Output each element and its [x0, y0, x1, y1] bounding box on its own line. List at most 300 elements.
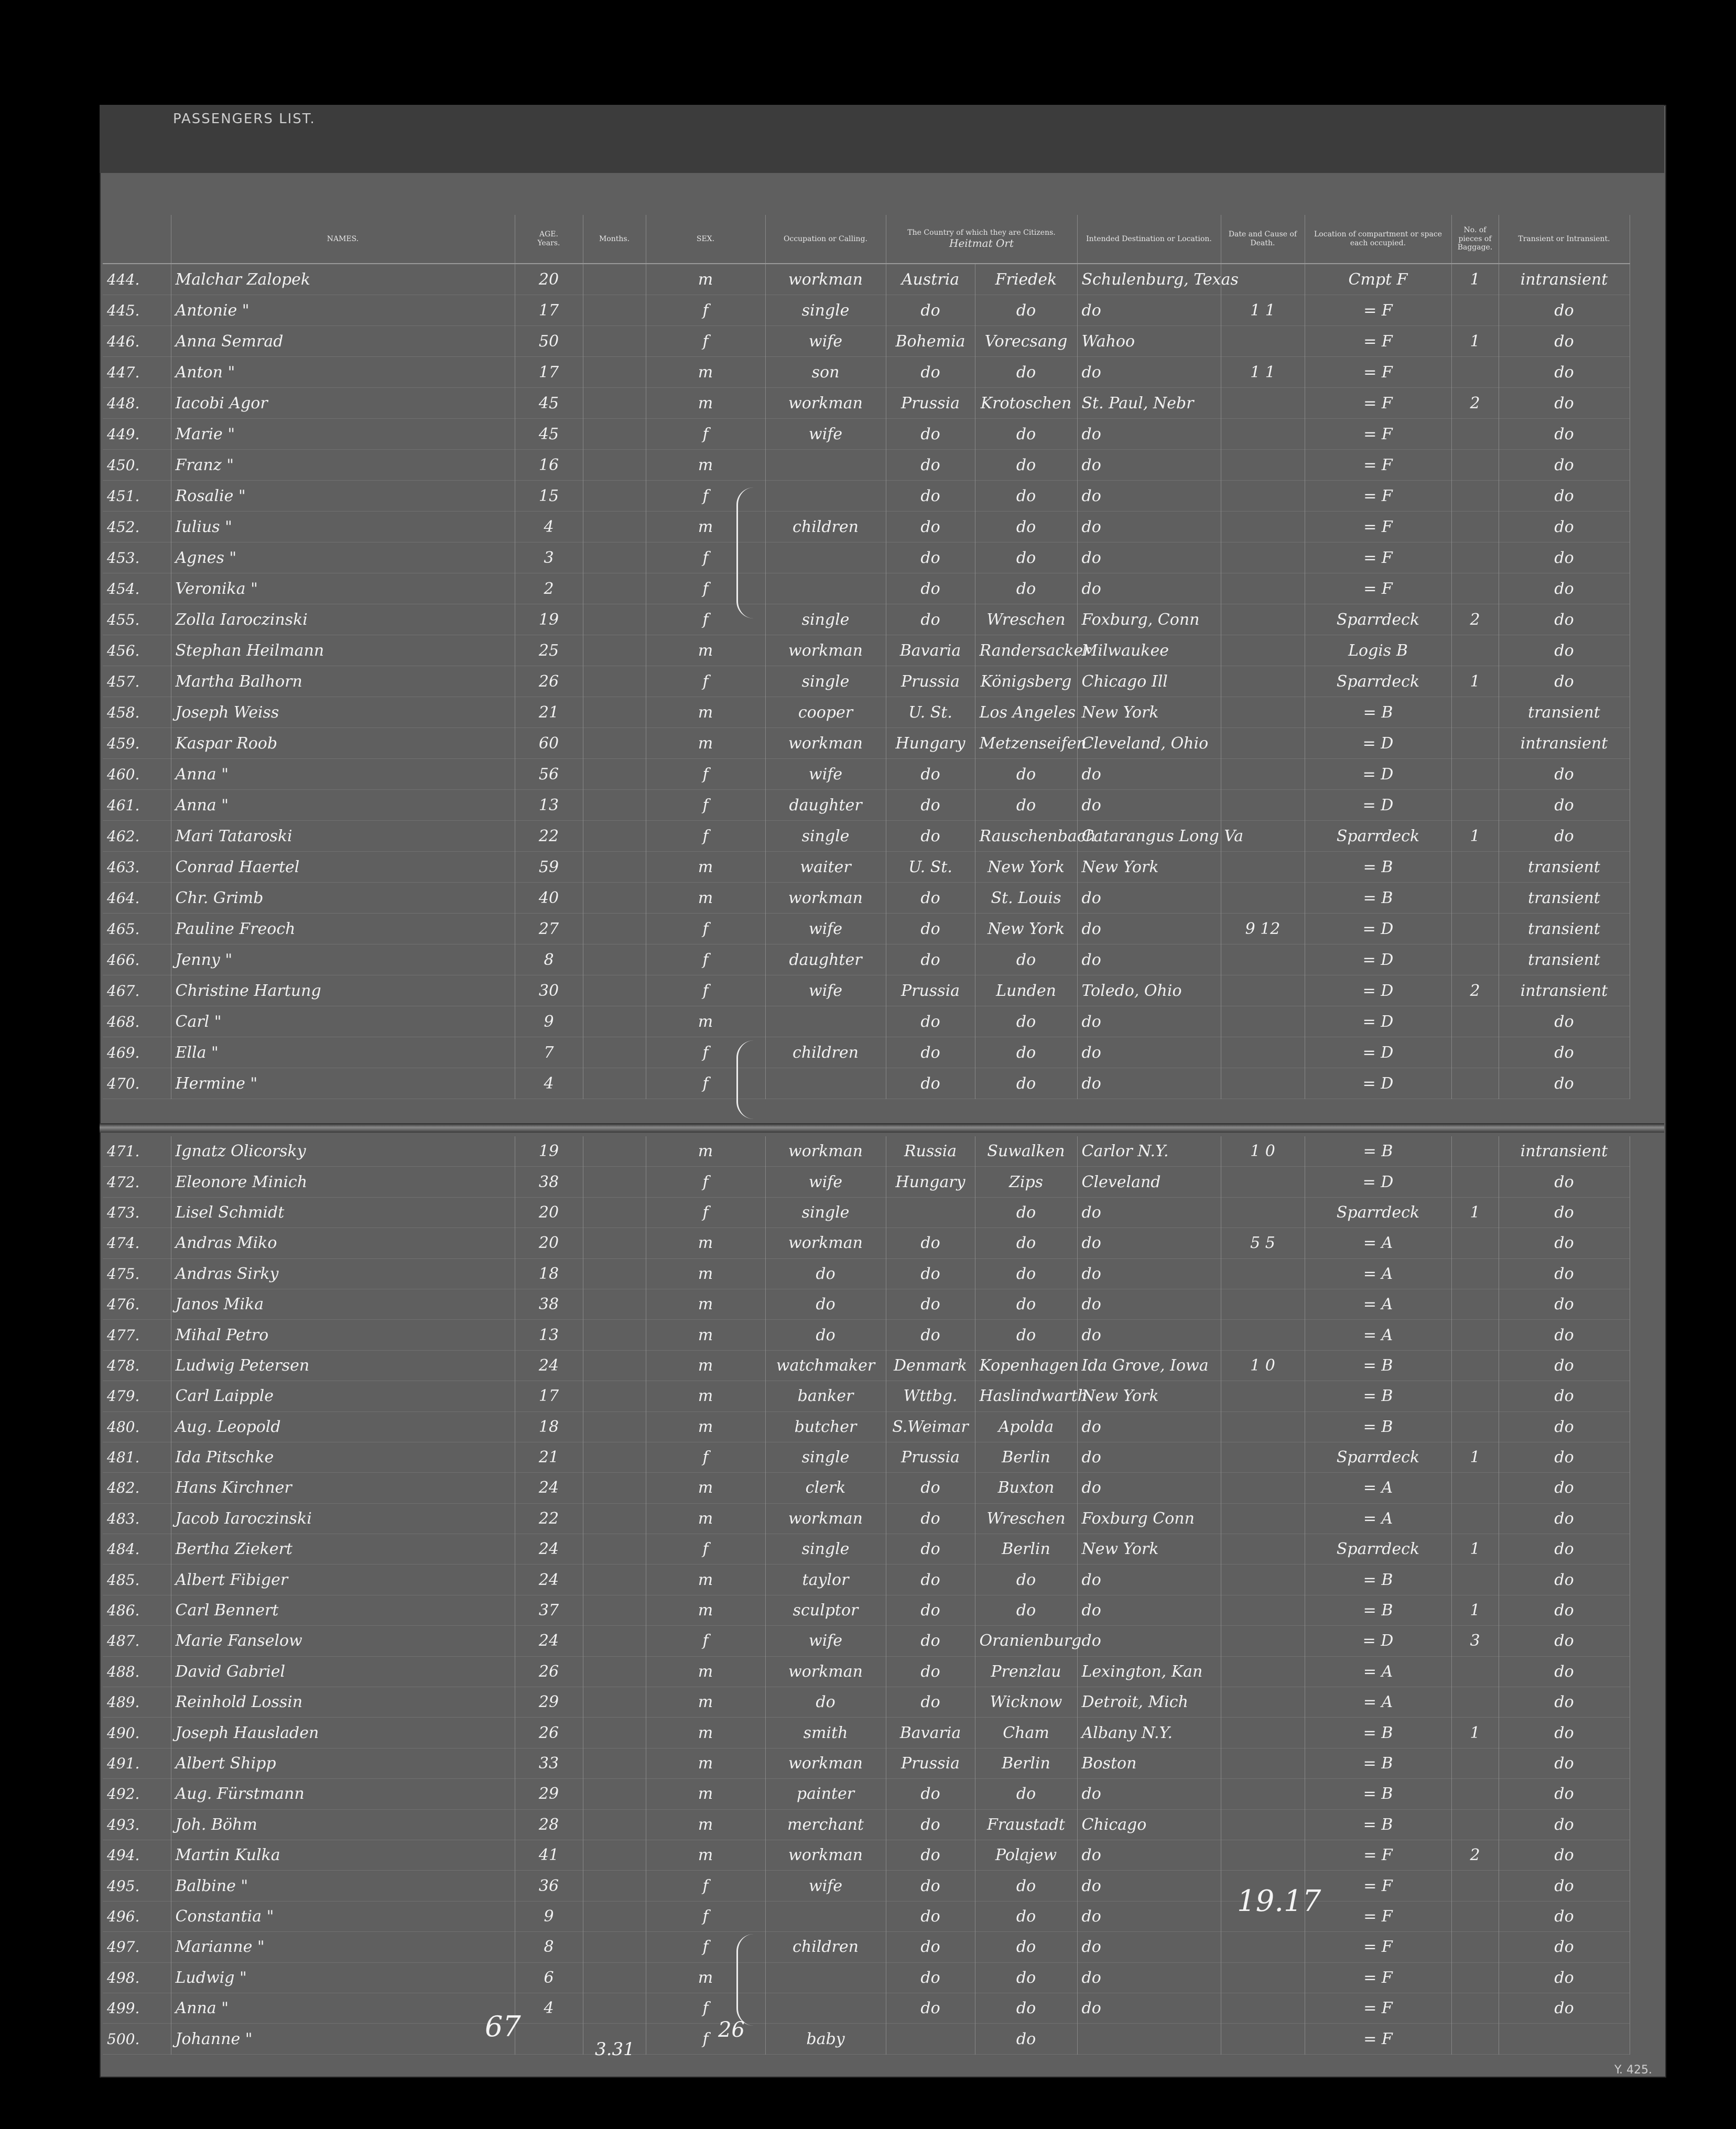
baggage-count	[1451, 883, 1499, 914]
baggage-count	[1451, 542, 1499, 573]
col-age: AGE.	[539, 230, 558, 239]
age-years: 50	[515, 326, 583, 357]
occupation: banker	[765, 1381, 886, 1411]
table-row	[103, 1626, 1630, 1656]
sex: m	[646, 1228, 765, 1258]
baggage-count: 1	[1451, 666, 1499, 697]
age-years: 7	[515, 1037, 583, 1068]
compartment: = A	[1305, 1656, 1451, 1687]
country: do	[886, 1037, 975, 1068]
age-months	[583, 481, 646, 512]
destination: do	[1077, 1037, 1221, 1068]
country: Prussia	[886, 666, 975, 697]
death-note	[1221, 883, 1305, 914]
table-row	[103, 914, 1630, 944]
age-years: 4	[515, 512, 583, 542]
age-years: 29	[515, 1779, 583, 1809]
compartment: = F	[1305, 326, 1451, 357]
occupation: single	[765, 295, 886, 326]
destination: do	[1077, 759, 1221, 790]
table-row	[103, 2024, 1630, 2054]
age-months	[583, 419, 646, 450]
occupation: wife	[765, 914, 886, 944]
compartment: = A	[1305, 1258, 1451, 1289]
occupation: wife	[765, 326, 886, 357]
sex: m	[646, 1350, 765, 1381]
sex: f	[646, 604, 765, 635]
sex: m	[646, 1962, 765, 1993]
baggage-count	[1451, 1350, 1499, 1381]
compartment: = B	[1305, 1748, 1451, 1778]
age-months	[583, 975, 646, 1006]
death-note	[1221, 666, 1305, 697]
baggage-count	[1451, 1037, 1499, 1068]
compartment: = A	[1305, 1473, 1451, 1503]
occupation	[765, 1901, 886, 1931]
destination: Foxburg Conn	[1077, 1503, 1221, 1534]
age-months	[583, 450, 646, 481]
destination: Chicago	[1077, 1809, 1221, 1840]
table-row	[103, 975, 1630, 1006]
row-number: 476.	[103, 1289, 171, 1319]
compartment: = D	[1305, 975, 1451, 1006]
occupation: single	[765, 821, 886, 852]
occupation: merchant	[765, 1809, 886, 1840]
occupation: son	[765, 357, 886, 388]
age-years: 2	[515, 573, 583, 604]
death-note: 1 1	[1221, 357, 1305, 388]
baggage-count	[1451, 914, 1499, 944]
age-years: 15	[515, 481, 583, 512]
occupation: daughter	[765, 790, 886, 821]
transient-status: do	[1499, 1718, 1630, 1748]
table-row	[103, 1656, 1630, 1687]
baggage-count	[1451, 1320, 1499, 1350]
death-note	[1221, 1687, 1305, 1718]
sex: f	[646, 1037, 765, 1068]
birthplace: do	[975, 357, 1077, 388]
transient-status: do	[1499, 419, 1630, 450]
destination: do	[1077, 512, 1221, 542]
transient-status: do	[1499, 1656, 1630, 1687]
occupation: clerk	[765, 1473, 886, 1503]
birthplace: Apolda	[975, 1411, 1077, 1442]
passenger-name: Hermine "	[171, 1068, 515, 1099]
transient-status: do	[1499, 1901, 1630, 1931]
table-row	[103, 1779, 1630, 1809]
ledger-table-bottom	[103, 1136, 1630, 2055]
age-years: 36	[515, 1871, 583, 1901]
occupation: single	[765, 604, 886, 635]
table-row	[103, 512, 1630, 542]
compartment: = F	[1305, 512, 1451, 542]
table-row	[103, 1289, 1630, 1319]
row-number: 475.	[103, 1258, 171, 1289]
occupation: single	[765, 1197, 886, 1228]
age-months	[583, 1167, 646, 1197]
destination: do	[1077, 1320, 1221, 1350]
death-note: 5 5	[1221, 1228, 1305, 1258]
occupation: workman	[765, 728, 886, 759]
age-years: 18	[515, 1411, 583, 1442]
table-row	[103, 1320, 1630, 1350]
compartment: = B	[1305, 1595, 1451, 1625]
row-number: 447.	[103, 357, 171, 388]
destination: do	[1077, 573, 1221, 604]
destination: do	[1077, 790, 1221, 821]
baggage-count: 1	[1451, 264, 1499, 295]
transient-status: do	[1499, 635, 1630, 666]
col-age-months: Months.	[583, 215, 646, 264]
table-row	[103, 759, 1630, 790]
row-number: 477.	[103, 1320, 171, 1350]
sex: m	[646, 1809, 765, 1840]
age-months	[583, 1871, 646, 1901]
age-years: 26	[515, 666, 583, 697]
baggage-count	[1451, 944, 1499, 975]
destination: do	[1077, 1901, 1221, 1931]
table-row	[103, 1748, 1630, 1778]
destination: do	[1077, 1258, 1221, 1289]
passenger-name: Andras Miko	[171, 1228, 515, 1258]
table-row	[103, 1565, 1630, 1595]
destination: do	[1077, 1228, 1221, 1258]
sex: f	[646, 481, 765, 512]
occupation	[765, 450, 886, 481]
country: Prussia	[886, 1748, 975, 1778]
age-years: 60	[515, 728, 583, 759]
occupation	[765, 481, 886, 512]
country: do	[886, 357, 975, 388]
row-number: 479.	[103, 1381, 171, 1411]
col-years: Years.	[537, 239, 560, 247]
country: do	[886, 1993, 975, 2023]
sex: f	[646, 666, 765, 697]
baggage-count	[1451, 1565, 1499, 1595]
country: do	[886, 1626, 975, 1656]
age-months	[583, 914, 646, 944]
sex: f	[646, 2024, 765, 2054]
compartment: Sparrdeck	[1305, 666, 1451, 697]
occupation: do	[765, 1687, 886, 1718]
destination: Cleveland	[1077, 1167, 1221, 1197]
age-months	[583, 1037, 646, 1068]
death-note	[1221, 1006, 1305, 1037]
occupation: workman	[765, 1228, 886, 1258]
table-row	[103, 821, 1630, 852]
transient-status: do	[1499, 1167, 1630, 1197]
country: do	[886, 883, 975, 914]
age-months	[583, 944, 646, 975]
transient-status: transient	[1499, 852, 1630, 883]
sex: f	[646, 944, 765, 975]
passenger-name: Reinhold Lossin	[171, 1687, 515, 1718]
age-months	[583, 1809, 646, 1840]
passenger-name: Bertha Ziekert	[171, 1534, 515, 1565]
country: U. St.	[886, 697, 975, 728]
destination: Carlor N.Y.	[1077, 1136, 1221, 1167]
death-note	[1221, 1748, 1305, 1778]
compartment: = B	[1305, 1565, 1451, 1595]
table-row	[103, 1932, 1630, 1962]
sex: f	[646, 1993, 765, 2023]
sex: f	[646, 542, 765, 573]
age-years: 20	[515, 1197, 583, 1228]
sex: m	[646, 697, 765, 728]
country: S.Weimar	[886, 1411, 975, 1442]
passenger-name: Eleonore Minich	[171, 1167, 515, 1197]
sex: m	[646, 512, 765, 542]
baggage-count	[1451, 419, 1499, 450]
age-months	[583, 388, 646, 419]
destination: do	[1077, 1840, 1221, 1870]
occupation: baby	[765, 2024, 886, 2054]
passenger-name: Albert Shipp	[171, 1748, 515, 1778]
age-years: 9	[515, 1901, 583, 1931]
sex: m	[646, 357, 765, 388]
passenger-name: Marie "	[171, 419, 515, 450]
destination: Schulenburg, Texas	[1077, 264, 1221, 295]
death-note: 1 0	[1221, 1136, 1305, 1167]
birthplace: Prenzlau	[975, 1656, 1077, 1687]
country: Hungary	[886, 728, 975, 759]
birthplace: Suwalken	[975, 1136, 1077, 1167]
age-years: 38	[515, 1289, 583, 1319]
country: do	[886, 604, 975, 635]
age-months	[583, 790, 646, 821]
sex: f	[646, 1442, 765, 1472]
row-number: 491.	[103, 1748, 171, 1778]
compartment: = B	[1305, 1809, 1451, 1840]
destination: Wahoo	[1077, 326, 1221, 357]
birthplace: Haslindwarth	[975, 1381, 1077, 1411]
death-note	[1221, 1197, 1305, 1228]
country: Prussia	[886, 388, 975, 419]
transient-status: do	[1499, 1871, 1630, 1901]
row-number: 448.	[103, 388, 171, 419]
birthplace: do	[975, 1289, 1077, 1319]
birthplace: Königsberg	[975, 666, 1077, 697]
death-note	[1221, 1595, 1305, 1625]
birthplace: do	[975, 2024, 1077, 2054]
birthplace: Randersacker	[975, 635, 1077, 666]
table-row	[103, 1350, 1630, 1381]
passenger-name: Antonie "	[171, 295, 515, 326]
baggage-count: 1	[1451, 1197, 1499, 1228]
row-number: 458.	[103, 697, 171, 728]
baggage-count	[1451, 1167, 1499, 1197]
col-age-years	[515, 215, 583, 264]
age-years: 13	[515, 1320, 583, 1350]
transient-status: intransient	[1499, 1136, 1630, 1167]
sex: f	[646, 1068, 765, 1099]
compartment: = B	[1305, 1136, 1451, 1167]
age-years: 28	[515, 1809, 583, 1840]
age-years: 41	[515, 1840, 583, 1870]
row-number: 470.	[103, 1068, 171, 1099]
destination: do	[1077, 1473, 1221, 1503]
baggage-count	[1451, 790, 1499, 821]
age-months	[583, 1197, 646, 1228]
country: do	[886, 1809, 975, 1840]
occupation: wife	[765, 419, 886, 450]
passenger-name: Ignatz Olicorsky	[171, 1136, 515, 1167]
age-years: 9	[515, 1006, 583, 1037]
table-row	[103, 264, 1630, 295]
compartment: = F	[1305, 1993, 1451, 2023]
occupation: wife	[765, 759, 886, 790]
destination: do	[1077, 295, 1221, 326]
transient-status: do	[1499, 1411, 1630, 1442]
compartment: = F	[1305, 573, 1451, 604]
transient-status: do	[1499, 1258, 1630, 1289]
transient-status: do	[1499, 1381, 1630, 1411]
age-years	[515, 2024, 583, 2054]
destination: do	[1077, 944, 1221, 975]
table-row	[103, 1167, 1630, 1197]
sex: m	[646, 728, 765, 759]
row-number: 500.	[103, 2024, 171, 2054]
sex: m	[646, 1840, 765, 1870]
passenger-name: Zolla Iaroczinski	[171, 604, 515, 635]
transient-status: do	[1499, 1228, 1630, 1258]
passenger-name: Marie Fanselow	[171, 1626, 515, 1656]
age-months	[583, 326, 646, 357]
destination: St. Paul, Nebr	[1077, 388, 1221, 419]
compartment: = A	[1305, 1687, 1451, 1718]
occupation: do	[765, 1258, 886, 1289]
age-years: 26	[515, 1656, 583, 1687]
passenger-name: Anna "	[171, 759, 515, 790]
baggage-count: 1	[1451, 1595, 1499, 1625]
death-note	[1221, 1258, 1305, 1289]
compartment: Sparrdeck	[1305, 1442, 1451, 1472]
annotation-death-note: 19.17	[1237, 1884, 1321, 1918]
transient-status: intransient	[1499, 728, 1630, 759]
sex: f	[646, 326, 765, 357]
birthplace: do	[975, 481, 1077, 512]
birthplace: do	[975, 542, 1077, 573]
age-months	[583, 1381, 646, 1411]
compartment: = F	[1305, 1962, 1451, 1993]
baggage-count: 1	[1451, 1442, 1499, 1472]
baggage-count	[1451, 852, 1499, 883]
col-country	[886, 215, 1077, 264]
transient-status: do	[1499, 1006, 1630, 1037]
sex: f	[646, 1197, 765, 1228]
baggage-count: 1	[1451, 326, 1499, 357]
table-row	[103, 1534, 1630, 1565]
occupation: single	[765, 1442, 886, 1472]
age-years: 3	[515, 542, 583, 573]
birthplace: do	[975, 944, 1077, 975]
birthplace: do	[975, 1228, 1077, 1258]
baggage-count	[1451, 1136, 1499, 1167]
age-months	[583, 1006, 646, 1037]
age-years: 22	[515, 1503, 583, 1534]
passenger-name: Anna "	[171, 1993, 515, 2023]
occupation	[765, 1068, 886, 1099]
compartment: = F	[1305, 295, 1451, 326]
passenger-name: Anna "	[171, 790, 515, 821]
col-number	[103, 215, 171, 264]
row-number: 452.	[103, 512, 171, 542]
passenger-name: Johanne "	[171, 2024, 515, 2054]
death-note	[1221, 2024, 1305, 2054]
occupation: workman	[765, 1840, 886, 1870]
country: do	[886, 1779, 975, 1809]
transient-status: transient	[1499, 883, 1630, 914]
age-years: 24	[515, 1473, 583, 1503]
compartment: = F	[1305, 542, 1451, 573]
passenger-name: Janos Mika	[171, 1289, 515, 1319]
birthplace: Krotoschen	[975, 388, 1077, 419]
row-number: 445.	[103, 295, 171, 326]
children-brace-bottom	[736, 1934, 754, 2026]
age-years: 25	[515, 635, 583, 666]
death-note	[1221, 1565, 1305, 1595]
destination: do	[1077, 419, 1221, 450]
passenger-name: Marianne "	[171, 1932, 515, 1962]
death-note	[1221, 1656, 1305, 1687]
destination: Boston	[1077, 1748, 1221, 1778]
table-row	[103, 295, 1630, 326]
age-years: 13	[515, 790, 583, 821]
passenger-name: Agnes "	[171, 542, 515, 573]
birthplace: Wreschen	[975, 604, 1077, 635]
baggage-count	[1451, 1503, 1499, 1534]
passenger-name: Lisel Schmidt	[171, 1197, 515, 1228]
col-baggage: No. of pieces of Baggage.	[1451, 215, 1499, 264]
sex: m	[646, 1381, 765, 1411]
country: do	[886, 573, 975, 604]
transient-status: do	[1499, 388, 1630, 419]
table-row	[103, 357, 1630, 388]
table-row	[103, 852, 1630, 883]
compartment: = F	[1305, 1901, 1451, 1931]
form-number: Y. 425.	[1614, 2063, 1652, 2077]
compartment: = F	[1305, 450, 1451, 481]
baggage-count	[1451, 573, 1499, 604]
compartment: = D	[1305, 1006, 1451, 1037]
compartment: = D	[1305, 1068, 1451, 1099]
transient-status: do	[1499, 1350, 1630, 1381]
transient-status: do	[1499, 1779, 1630, 1809]
compartment: = F	[1305, 357, 1451, 388]
age-months	[583, 1258, 646, 1289]
age-years: 4	[515, 1993, 583, 2023]
sex: m	[646, 1565, 765, 1595]
birthplace: St. Louis	[975, 883, 1077, 914]
transient-status: do	[1499, 1037, 1630, 1068]
age-months	[583, 573, 646, 604]
occupation: sculptor	[765, 1595, 886, 1625]
birthplace: do	[975, 573, 1077, 604]
children-brace-top	[736, 487, 754, 618]
row-number: 453.	[103, 542, 171, 573]
transient-status: do	[1499, 542, 1630, 573]
occupation: wife	[765, 1626, 886, 1656]
age-years: 56	[515, 759, 583, 790]
table-row	[103, 1442, 1630, 1472]
sex: m	[646, 1687, 765, 1718]
destination: Chicago Ill	[1077, 666, 1221, 697]
country: do	[886, 1289, 975, 1319]
occupation: workman	[765, 1503, 886, 1534]
age-months	[583, 264, 646, 295]
death-note	[1221, 1993, 1305, 2023]
country: Prussia	[886, 975, 975, 1006]
